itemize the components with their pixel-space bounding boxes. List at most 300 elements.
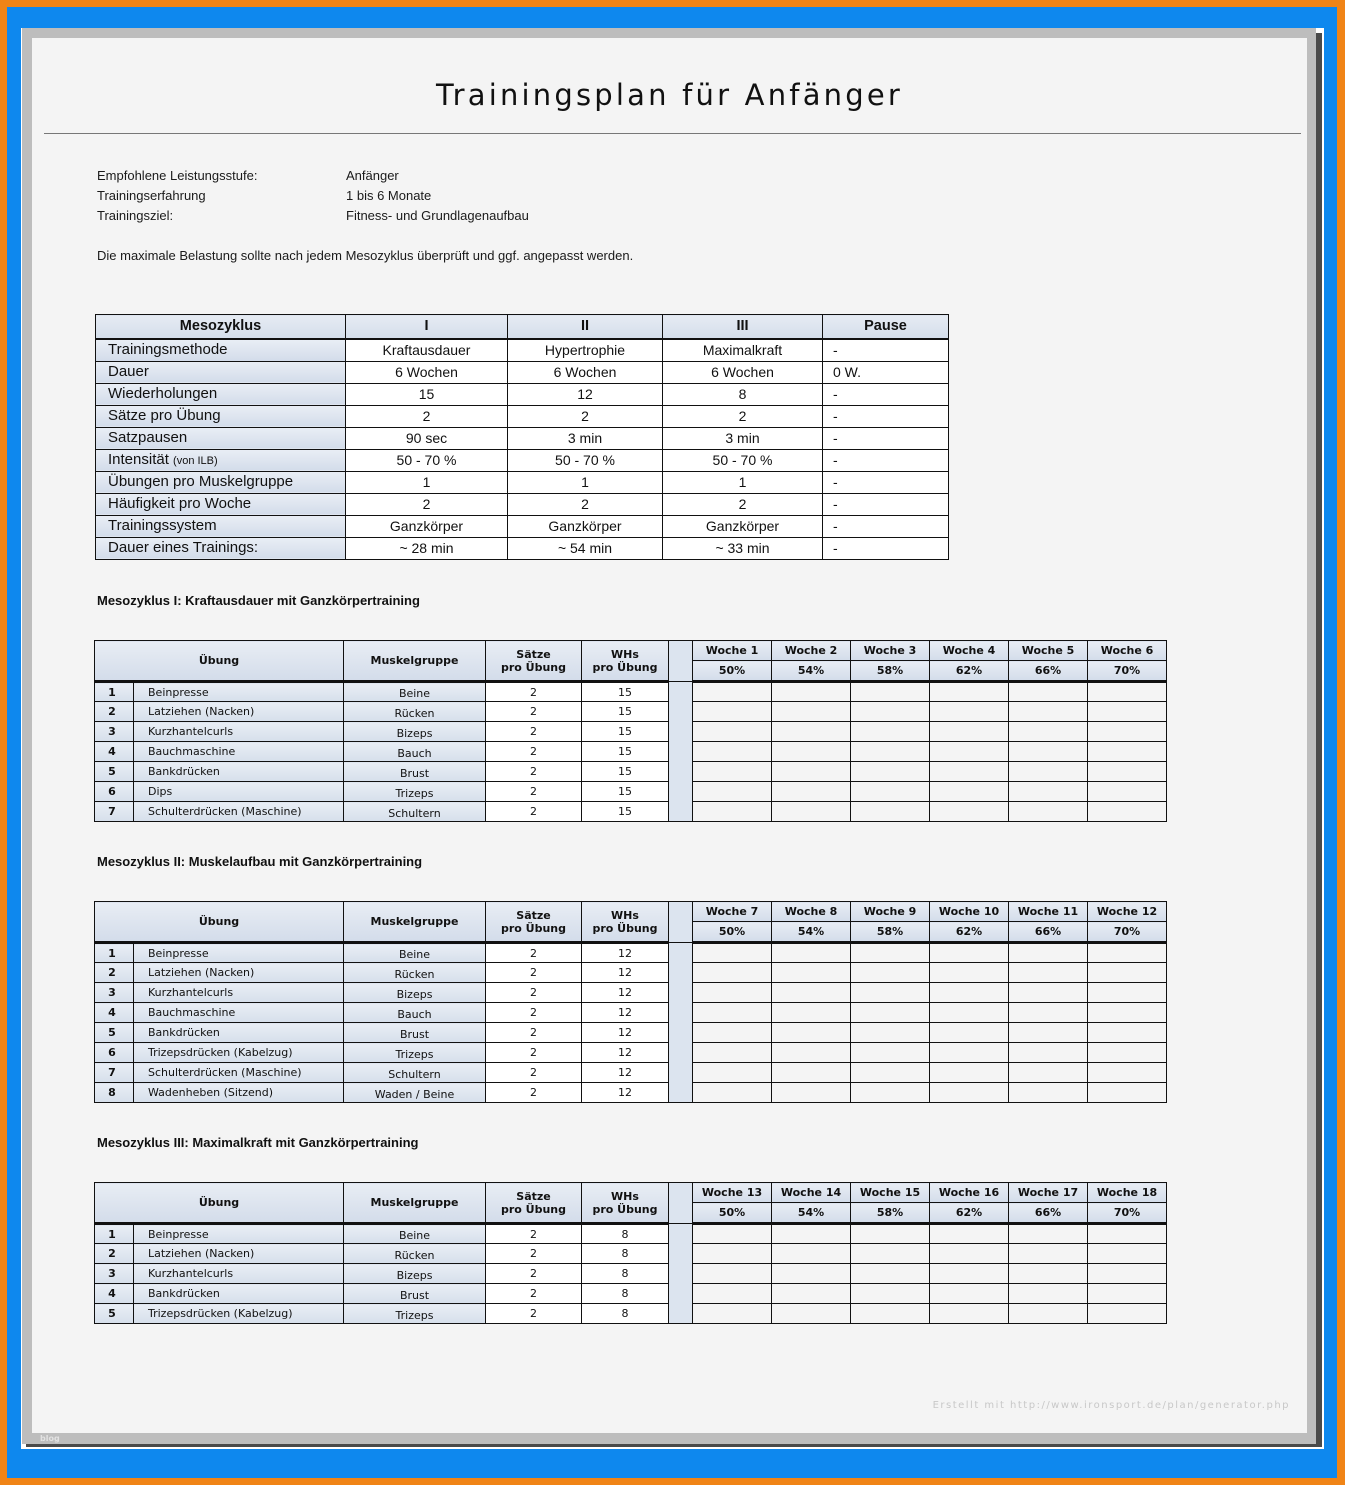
exercise-reps: 15 <box>582 682 669 702</box>
week-entry-cell[interactable] <box>1009 1003 1088 1023</box>
column-spacer <box>669 782 693 802</box>
week-entry-cell[interactable] <box>1009 963 1088 983</box>
exercise-reps: 15 <box>582 782 669 802</box>
week-entry-cell[interactable] <box>1009 742 1088 762</box>
exercise-reps: 15 <box>582 722 669 742</box>
exercise-name: Kurzhantelcurls <box>134 983 344 1003</box>
exercise-muscle-group: Bauch <box>344 742 486 762</box>
week-entry-cell[interactable] <box>1088 682 1167 702</box>
week-entry-cell[interactable] <box>930 1023 1009 1043</box>
week-entry-cell[interactable] <box>772 1244 851 1264</box>
week-entry-cell[interactable] <box>930 722 1009 742</box>
exercise-sets: 2 <box>486 1304 582 1324</box>
week-entry-cell[interactable] <box>1009 1224 1088 1244</box>
exercise-name: Latziehen (Nacken) <box>134 702 344 722</box>
week-entry-cell[interactable] <box>930 1003 1009 1023</box>
week-entry-cell[interactable] <box>772 802 851 822</box>
exercise-sets: 2 <box>486 1083 582 1103</box>
exercise-row <box>95 1284 1167 1304</box>
summary-value-ii: Hypertrophie <box>508 339 663 362</box>
week-percent: 62% <box>930 1203 1009 1224</box>
week-entry-cell[interactable] <box>693 1003 772 1023</box>
column-spacer <box>669 1083 693 1103</box>
header-whs-line2: pro Übung <box>592 921 658 935</box>
exercise-reps: 15 <box>582 762 669 782</box>
week-entry-cell[interactable] <box>930 682 1009 702</box>
exercise-reps: 8 <box>582 1264 669 1284</box>
week-entry-cell[interactable] <box>930 1244 1009 1264</box>
exercise-sets: 2 <box>486 1063 582 1083</box>
exercise-muscle-group: Waden / Beine <box>344 1083 486 1103</box>
week-entry-cell[interactable] <box>1009 1043 1088 1063</box>
summary-header-pause: Pause <box>823 315 949 339</box>
week-entry-cell[interactable] <box>1088 702 1167 722</box>
summary-label-text: Wiederholungen <box>108 384 218 402</box>
week-entry-cell[interactable] <box>693 1063 772 1083</box>
summary-header-ii: II <box>508 315 663 339</box>
week-entry-cell[interactable] <box>1009 1304 1088 1324</box>
header-whs-line2: pro Übung <box>592 1202 658 1216</box>
week-entry-cell[interactable] <box>1088 1063 1167 1083</box>
week-entry-cell[interactable] <box>1088 983 1167 1003</box>
week-entry-cell[interactable] <box>772 1003 851 1023</box>
exercise-sets: 2 <box>486 963 582 983</box>
week-entry-cell[interactable] <box>772 762 851 782</box>
week-percent: 66% <box>1009 1203 1088 1224</box>
week-entry-cell[interactable] <box>1009 722 1088 742</box>
exercise-header-row <box>95 1183 1167 1203</box>
exercise-row <box>95 742 1167 762</box>
summary-row <box>96 493 949 515</box>
week-entry-cell[interactable] <box>1009 1023 1088 1043</box>
week-entry-cell[interactable] <box>1088 1224 1167 1244</box>
mesocycle-iii-title: Mesozyklus III: Maximalkraft mit Ganzkörpertraining <box>97 1135 419 1150</box>
week-entry-cell[interactable] <box>772 1083 851 1103</box>
week-entry-cell[interactable] <box>851 782 930 802</box>
column-spacer <box>669 1023 693 1043</box>
week-entry-cell[interactable] <box>1009 1284 1088 1304</box>
exercise-name: Latziehen (Nacken) <box>134 1244 344 1264</box>
week-entry-cell[interactable] <box>693 1244 772 1264</box>
week-entry-cell[interactable] <box>1088 963 1167 983</box>
week-entry-cell[interactable] <box>1088 1284 1167 1304</box>
exercise-muscle-group: Trizeps <box>344 782 486 802</box>
summary-value-i: 6 Wochen <box>346 361 508 383</box>
week-header: Woche 9 <box>851 902 930 922</box>
summary-label-text: Intensität <box>108 450 174 468</box>
info-note: Die maximale Belastung sollte nach jedem Mesozyklus überprüft und ggf. angepasst werden. <box>97 248 634 263</box>
week-entry-cell[interactable] <box>772 1284 851 1304</box>
week-entry-cell[interactable] <box>851 963 930 983</box>
week-entry-cell[interactable] <box>1088 782 1167 802</box>
exercise-sets: 2 <box>486 1043 582 1063</box>
exercise-sets: 2 <box>486 1264 582 1284</box>
mesocycle-iii-table <box>94 1182 1167 1324</box>
exercise-number: 2 <box>95 1244 134 1264</box>
week-header: Woche 12 <box>1088 902 1167 922</box>
week-entry-cell[interactable] <box>693 1304 772 1324</box>
week-entry-cell[interactable] <box>1009 702 1088 722</box>
week-entry-cell[interactable] <box>693 1224 772 1244</box>
watermark: blog <box>40 1434 60 1443</box>
week-entry-cell[interactable] <box>851 742 930 762</box>
exercise-sets: 2 <box>486 802 582 822</box>
summary-value-i: 50 - 70 % <box>346 449 508 471</box>
info-value-level: Anfänger <box>346 168 399 183</box>
week-header: Woche 16 <box>930 1183 1009 1203</box>
week-entry-cell[interactable] <box>772 742 851 762</box>
exercise-name: Trizepsdrücken (Kabelzug) <box>134 1043 344 1063</box>
summary-row-label <box>96 361 346 383</box>
exercise-header-row <box>95 902 1167 922</box>
week-entry-cell[interactable] <box>772 1224 851 1244</box>
week-entry-cell[interactable] <box>1009 1244 1088 1264</box>
week-entry-cell[interactable] <box>693 983 772 1003</box>
column-spacer <box>669 902 693 943</box>
summary-value-i: 2 <box>346 493 508 515</box>
column-spacer <box>669 702 693 722</box>
summary-value-iii: Ganzkörper <box>663 515 823 537</box>
exercise-name: Dips <box>134 782 344 802</box>
summary-label-text: Übungen pro Muskelgruppe <box>108 472 294 490</box>
week-entry-cell[interactable] <box>772 943 851 963</box>
week-entry-cell[interactable] <box>1009 802 1088 822</box>
week-entry-cell[interactable] <box>851 1063 930 1083</box>
week-percent: 58% <box>851 922 930 943</box>
exercise-name: Latziehen (Nacken) <box>134 963 344 983</box>
exercise-number: 3 <box>95 983 134 1003</box>
column-spacer <box>669 1183 693 1224</box>
week-entry-cell[interactable] <box>851 1244 930 1264</box>
exercise-muscle-group: Bizeps <box>344 722 486 742</box>
exercise-number: 1 <box>95 682 134 702</box>
exercise-row <box>95 682 1167 702</box>
column-spacer <box>669 1264 693 1284</box>
exercise-number: 5 <box>95 1304 134 1324</box>
summary-row <box>96 383 949 405</box>
summary-value-ii: 6 Wochen <box>508 361 663 383</box>
exercise-row <box>95 782 1167 802</box>
summary-row <box>96 405 949 427</box>
week-entry-cell[interactable] <box>1088 1264 1167 1284</box>
summary-value-iii: Maximalkraft <box>663 339 823 362</box>
summary-row-label <box>96 405 346 427</box>
exercise-row <box>95 1063 1167 1083</box>
week-entry-cell[interactable] <box>693 1264 772 1284</box>
exercise-sets: 2 <box>486 702 582 722</box>
summary-value-pause: - <box>823 515 949 537</box>
exercise-row <box>95 762 1167 782</box>
week-entry-cell[interactable] <box>930 782 1009 802</box>
summary-value-i: 1 <box>346 471 508 493</box>
mesocycle-i-title: Mesozyklus I: Kraftausdauer mit Ganzkörpertraining <box>97 593 420 608</box>
week-entry-cell[interactable] <box>772 1304 851 1324</box>
exercise-row <box>95 1244 1167 1264</box>
week-percent: 62% <box>930 661 1009 682</box>
exercise-sets: 2 <box>486 1003 582 1023</box>
week-entry-cell[interactable] <box>851 1083 930 1103</box>
header-whs-line1: WHs <box>611 908 639 922</box>
week-entry-cell[interactable] <box>851 1224 930 1244</box>
summary-value-ii: 3 min <box>508 427 663 449</box>
week-header: Woche 14 <box>772 1183 851 1203</box>
week-entry-cell[interactable] <box>1009 1083 1088 1103</box>
week-entry-cell[interactable] <box>930 1043 1009 1063</box>
info-label-experience: Trainingserfahrung <box>97 188 206 203</box>
summary-header-i: I <box>346 315 508 339</box>
week-entry-cell[interactable] <box>1088 762 1167 782</box>
exercise-name: Beinpresse <box>134 943 344 963</box>
week-entry-cell[interactable] <box>1009 1264 1088 1284</box>
week-entry-cell[interactable] <box>772 1023 851 1043</box>
week-entry-cell[interactable] <box>1088 1023 1167 1043</box>
summary-value-pause: 0 W. <box>823 361 949 383</box>
week-entry-cell[interactable] <box>851 702 930 722</box>
week-entry-cell[interactable] <box>772 963 851 983</box>
generator-credit: Erstellt mit http://www.ironsport.de/plan/generator.php <box>932 1400 1290 1411</box>
exercise-header-row <box>95 641 1167 661</box>
summary-value-iii: 50 - 70 % <box>663 449 823 471</box>
summary-label-text: Trainingsmethode <box>108 340 228 358</box>
week-header: Woche 8 <box>772 902 851 922</box>
week-entry-cell[interactable] <box>1088 742 1167 762</box>
week-entry-cell[interactable] <box>1009 782 1088 802</box>
exercise-number: 6 <box>95 782 134 802</box>
summary-label-text: Dauer <box>108 362 149 380</box>
week-entry-cell[interactable] <box>930 762 1009 782</box>
exercise-sets: 2 <box>486 782 582 802</box>
header-saetze-line2: pro Übung <box>500 921 567 935</box>
week-entry-cell[interactable] <box>772 702 851 722</box>
week-entry-cell[interactable] <box>1009 943 1088 963</box>
week-entry-cell[interactable] <box>930 1304 1009 1324</box>
week-entry-cell[interactable] <box>693 1083 772 1103</box>
week-entry-cell[interactable] <box>930 1284 1009 1304</box>
week-entry-cell[interactable] <box>930 742 1009 762</box>
column-spacer <box>669 722 693 742</box>
header-whs-line2: pro Übung <box>592 660 658 674</box>
summary-value-pause: - <box>823 427 949 449</box>
week-entry-cell[interactable] <box>1088 1304 1167 1324</box>
week-entry-cell[interactable] <box>1088 802 1167 822</box>
summary-row-label <box>96 383 346 405</box>
summary-value-ii: 1 <box>508 471 663 493</box>
exercise-name: Trizepsdrücken (Kabelzug) <box>134 1304 344 1324</box>
exercise-number: 4 <box>95 1284 134 1304</box>
mesocycle-ii-title: Mesozyklus II: Muskelaufbau mit Ganzkörpertraining <box>97 854 423 869</box>
exercise-reps: 12 <box>582 1063 669 1083</box>
exercise-muscle-group: Trizeps <box>344 1043 486 1063</box>
week-entry-cell[interactable] <box>930 1063 1009 1083</box>
exercise-row <box>95 1023 1167 1043</box>
column-spacer <box>669 641 693 682</box>
exercise-number: 1 <box>95 1224 134 1244</box>
summary-value-ii: 12 <box>508 383 663 405</box>
header-saetze <box>486 641 582 682</box>
week-header: Woche 13 <box>693 1183 772 1203</box>
week-percent: 54% <box>772 922 851 943</box>
week-entry-cell[interactable] <box>851 1304 930 1324</box>
exercise-reps: 12 <box>582 1083 669 1103</box>
week-entry-cell[interactable] <box>851 722 930 742</box>
summary-value-iii: 6 Wochen <box>663 361 823 383</box>
week-entry-cell[interactable] <box>930 1224 1009 1244</box>
week-entry-cell[interactable] <box>693 1043 772 1063</box>
week-entry-cell[interactable] <box>1088 1003 1167 1023</box>
summary-row <box>96 361 949 383</box>
exercise-number: 5 <box>95 1023 134 1043</box>
week-entry-cell[interactable] <box>1088 722 1167 742</box>
week-header: Woche 10 <box>930 902 1009 922</box>
week-entry-cell[interactable] <box>693 782 772 802</box>
week-percent: 62% <box>930 922 1009 943</box>
exercise-muscle-group: Bauch <box>344 1003 486 1023</box>
exercise-number: 7 <box>95 1063 134 1083</box>
summary-value-iii: 2 <box>663 405 823 427</box>
summary-value-i: 15 <box>346 383 508 405</box>
summary-value-i: 90 sec <box>346 427 508 449</box>
week-entry-cell[interactable] <box>851 943 930 963</box>
summary-value-pause: - <box>823 537 949 559</box>
week-percent: 70% <box>1088 1203 1167 1224</box>
week-entry-cell[interactable] <box>693 702 772 722</box>
column-spacer <box>669 983 693 1003</box>
week-header: Woche 5 <box>1009 641 1088 661</box>
summary-label-text: Satzpausen <box>108 428 188 446</box>
week-entry-cell[interactable] <box>1009 983 1088 1003</box>
week-entry-cell[interactable] <box>1009 682 1088 702</box>
week-entry-cell[interactable] <box>851 1023 930 1043</box>
week-entry-cell[interactable] <box>930 702 1009 722</box>
week-entry-cell[interactable] <box>851 983 930 1003</box>
week-entry-cell[interactable] <box>693 802 772 822</box>
header-whs <box>582 641 669 682</box>
exercise-sets: 2 <box>486 722 582 742</box>
week-entry-cell[interactable] <box>1009 1063 1088 1083</box>
week-entry-cell[interactable] <box>930 1083 1009 1103</box>
week-entry-cell[interactable] <box>693 682 772 702</box>
column-spacer <box>669 1244 693 1264</box>
week-entry-cell[interactable] <box>1088 1043 1167 1063</box>
week-percent: 66% <box>1009 922 1088 943</box>
week-entry-cell[interactable] <box>851 1284 930 1304</box>
week-header: Woche 6 <box>1088 641 1167 661</box>
week-entry-cell[interactable] <box>1088 943 1167 963</box>
exercise-row <box>95 702 1167 722</box>
exercise-reps: 8 <box>582 1244 669 1264</box>
week-header: Woche 7 <box>693 902 772 922</box>
summary-value-pause: - <box>823 339 949 362</box>
exercise-name: Bauchmaschine <box>134 742 344 762</box>
exercise-number: 1 <box>95 943 134 963</box>
week-entry-cell[interactable] <box>851 682 930 702</box>
exercise-row <box>95 1264 1167 1284</box>
summary-row-label <box>96 471 346 493</box>
week-header: Woche 2 <box>772 641 851 661</box>
header-whs-line1: WHs <box>611 647 639 661</box>
week-entry-cell[interactable] <box>772 782 851 802</box>
week-entry-cell[interactable] <box>851 762 930 782</box>
header-saetze-line2: pro Übung <box>500 1202 567 1216</box>
exercise-reps: 12 <box>582 943 669 963</box>
summary-row <box>96 471 949 493</box>
header-whs <box>582 1183 669 1224</box>
column-spacer <box>669 1003 693 1023</box>
page-title: Trainingsplan für Anfänger <box>435 78 904 112</box>
summary-header-row <box>96 315 949 339</box>
exercise-reps: 15 <box>582 742 669 762</box>
document-page <box>32 38 1307 1433</box>
summary-row-label <box>96 493 346 515</box>
week-entry-cell[interactable] <box>851 1003 930 1023</box>
week-entry-cell[interactable] <box>772 983 851 1003</box>
exercise-sets: 2 <box>486 1244 582 1264</box>
week-entry-cell[interactable] <box>693 943 772 963</box>
column-spacer <box>669 1284 693 1304</box>
summary-value-ii: 2 <box>508 405 663 427</box>
week-entry-cell[interactable] <box>1088 1083 1167 1103</box>
week-entry-cell[interactable] <box>693 722 772 742</box>
column-spacer <box>669 762 693 782</box>
week-entry-cell[interactable] <box>1088 1244 1167 1264</box>
week-entry-cell[interactable] <box>693 963 772 983</box>
week-percent: 58% <box>851 661 930 682</box>
week-header: Woche 18 <box>1088 1183 1167 1203</box>
title-divider <box>44 133 1301 134</box>
mesocycle-i-table <box>94 640 1167 822</box>
week-entry-cell[interactable] <box>772 1063 851 1083</box>
exercise-name: Bankdrücken <box>134 1023 344 1043</box>
week-entry-cell[interactable] <box>772 1264 851 1284</box>
week-entry-cell[interactable] <box>851 1043 930 1063</box>
week-entry-cell[interactable] <box>930 802 1009 822</box>
exercise-muscle-group: Brust <box>344 1023 486 1043</box>
week-entry-cell[interactable] <box>693 1023 772 1043</box>
week-entry-cell[interactable] <box>693 762 772 782</box>
week-entry-cell[interactable] <box>930 943 1009 963</box>
header-whs <box>582 902 669 943</box>
exercise-number: 3 <box>95 1264 134 1284</box>
week-entry-cell[interactable] <box>851 802 930 822</box>
summary-value-i: 2 <box>346 405 508 427</box>
week-entry-cell[interactable] <box>772 722 851 742</box>
exercise-muscle-group: Rücken <box>344 702 486 722</box>
summary-value-iii: 8 <box>663 383 823 405</box>
week-entry-cell[interactable] <box>851 1264 930 1284</box>
exercise-reps: 8 <box>582 1224 669 1244</box>
exercise-muscle-group: Rücken <box>344 963 486 983</box>
week-header: Woche 3 <box>851 641 930 661</box>
week-entry-cell[interactable] <box>930 963 1009 983</box>
header-saetze-line2: pro Übung <box>500 660 567 674</box>
summary-label-note: (von ILB) <box>173 454 218 467</box>
summary-value-iii: 2 <box>663 493 823 515</box>
week-entry-cell[interactable] <box>930 983 1009 1003</box>
exercise-name: Beinpresse <box>134 1224 344 1244</box>
exercise-name: Bankdrücken <box>134 762 344 782</box>
week-percent: 70% <box>1088 661 1167 682</box>
summary-row <box>96 537 949 559</box>
summary-row-label <box>96 449 346 471</box>
week-entry-cell[interactable] <box>772 682 851 702</box>
week-entry-cell[interactable] <box>930 1264 1009 1284</box>
summary-row-label <box>96 339 346 362</box>
week-entry-cell[interactable] <box>693 1284 772 1304</box>
week-entry-cell[interactable] <box>772 1043 851 1063</box>
week-header: Woche 17 <box>1009 1183 1088 1203</box>
week-entry-cell[interactable] <box>1009 762 1088 782</box>
week-entry-cell[interactable] <box>693 742 772 762</box>
